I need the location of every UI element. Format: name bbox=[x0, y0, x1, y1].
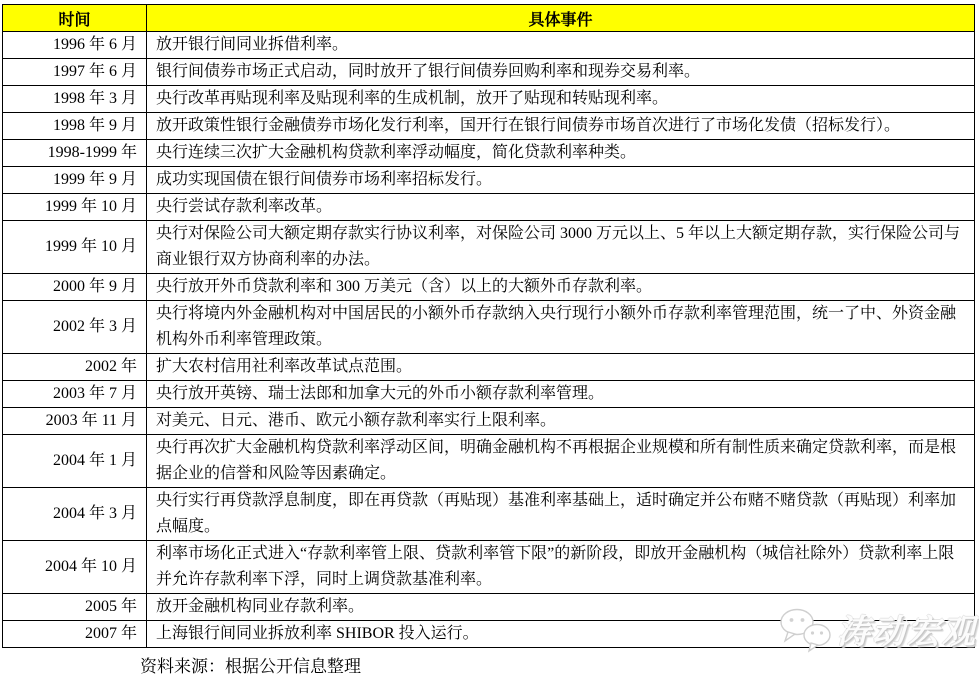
table-row bbox=[3, 621, 975, 648]
time-cell: 2002 年 bbox=[3, 354, 147, 381]
table-row bbox=[3, 86, 975, 113]
event-cell: 上海银行间同业拆放利率 SHIBOR 投入运行。 bbox=[147, 621, 975, 648]
time-cell: 2004 年 3 月 bbox=[3, 488, 147, 541]
event-cell: 央行放开外币贷款利率和 300 万美元（含）以上的大额外币存款利率。 bbox=[147, 274, 975, 301]
table-row bbox=[3, 167, 975, 194]
watermark-text: 涛动宏观 bbox=[837, 615, 977, 651]
time-cell: 2003 年 7 月 bbox=[3, 381, 147, 408]
source-note: 资料来源：根据公开信息整理 bbox=[140, 657, 361, 676]
time-cell: 2004 年 10 月 bbox=[3, 541, 147, 594]
event-cell: 央行实行再贷款浮息制度，即在再贷款（再贴现）基准利率基础上，适时确定并公布赌不赌贷款（再贴现）利率加点幅度。 bbox=[147, 488, 975, 541]
event-cell: 成功实现国债在银行间债券市场利率招标发行。 bbox=[147, 167, 975, 194]
time-cell: 2005 年 bbox=[3, 594, 147, 621]
header-row bbox=[3, 5, 975, 32]
time-cell: 2002 年 3 月 bbox=[3, 301, 147, 354]
time-cell: 1999 年 10 月 bbox=[3, 194, 147, 221]
event-cell: 央行尝试存款利率改革。 bbox=[147, 194, 975, 221]
event-cell: 放开金融机构同业存款利率。 bbox=[147, 594, 975, 621]
event-cell: 对美元、日元、港币、欧元小额存款利率实行上限利率。 bbox=[147, 408, 975, 435]
table-row bbox=[3, 594, 975, 621]
table-row bbox=[3, 408, 975, 435]
time-cell: 1997 年 6 月 bbox=[3, 59, 147, 86]
table-row bbox=[3, 221, 975, 274]
header-cell-time: 时间 bbox=[3, 5, 147, 32]
event-cell: 央行将境内外金融机构对中国居民的小额外币存款纳入央行现行小额外币存款利率管理范围，统一了中、外资金融机构外币利率管理政策。 bbox=[147, 301, 975, 354]
time-cell: 2003 年 11 月 bbox=[3, 408, 147, 435]
table-row bbox=[3, 274, 975, 301]
event-cell: 央行对保险公司大额定期存款实行协议利率，对保险公司 3000 万元以上、5 年以上大额定期存款，实行保险公司与商业银行双方协商利率的办法。 bbox=[147, 221, 975, 274]
table-body bbox=[3, 32, 975, 648]
table-row bbox=[3, 541, 975, 594]
table-row bbox=[3, 488, 975, 541]
event-cell: 利率市场化正式进入“存款利率管上限、贷款利率管下限”的新阶段，即放开金融机构（城信社除外）贷款利率上限并允许存款利率下浮，同时上调贷款基准利率。 bbox=[147, 541, 975, 594]
events-table bbox=[2, 4, 975, 648]
event-cell: 央行放开英镑、瑞士法郎和加拿大元的外币小额存款利率管理。 bbox=[147, 381, 975, 408]
table-row bbox=[3, 32, 975, 59]
time-cell: 1999 年 9 月 bbox=[3, 167, 147, 194]
event-cell: 扩大农村信用社利率改革试点范围。 bbox=[147, 354, 975, 381]
time-cell: 1996 年 6 月 bbox=[3, 32, 147, 59]
header-cell-event: 具体事件 bbox=[147, 5, 975, 32]
table-row bbox=[3, 301, 975, 354]
event-cell: 央行再次扩大金融机构贷款利率浮动区间，明确金融机构不再根据企业规模和所有制性质来确定贷款利率，而是根据企业的信誉和风险等因素确定。 bbox=[147, 435, 975, 488]
table-row bbox=[3, 381, 975, 408]
table-row bbox=[3, 435, 975, 488]
time-cell: 1998-1999 年 bbox=[3, 140, 147, 167]
event-cell: 银行间债券市场正式启动，同时放开了银行间债券回购利率和现券交易利率。 bbox=[147, 59, 975, 86]
time-cell: 1999 年 10 月 bbox=[3, 221, 147, 274]
table-row bbox=[3, 194, 975, 221]
time-cell: 2004 年 1 月 bbox=[3, 435, 147, 488]
time-cell: 2000 年 9 月 bbox=[3, 274, 147, 301]
time-cell: 1998 年 3 月 bbox=[3, 86, 147, 113]
table-row bbox=[3, 140, 975, 167]
event-cell: 放开政策性银行金融债券市场化发行利率，国开行在银行间债券市场首次进行了市场化发债（招标发行）。 bbox=[147, 113, 975, 140]
event-cell: 央行连续三次扩大金融机构贷款利率浮动幅度，简化贷款利率种类。 bbox=[147, 140, 975, 167]
time-cell: 1998 年 9 月 bbox=[3, 113, 147, 140]
table-row bbox=[3, 354, 975, 381]
event-cell: 央行改革再贴现利率及贴现利率的生成机制，放开了贴现和转贴现利率。 bbox=[147, 86, 975, 113]
table-row bbox=[3, 113, 975, 140]
event-cell: 放开银行间同业拆借利率。 bbox=[147, 32, 975, 59]
table-row bbox=[3, 59, 975, 86]
time-cell: 2007 年 bbox=[3, 621, 147, 648]
